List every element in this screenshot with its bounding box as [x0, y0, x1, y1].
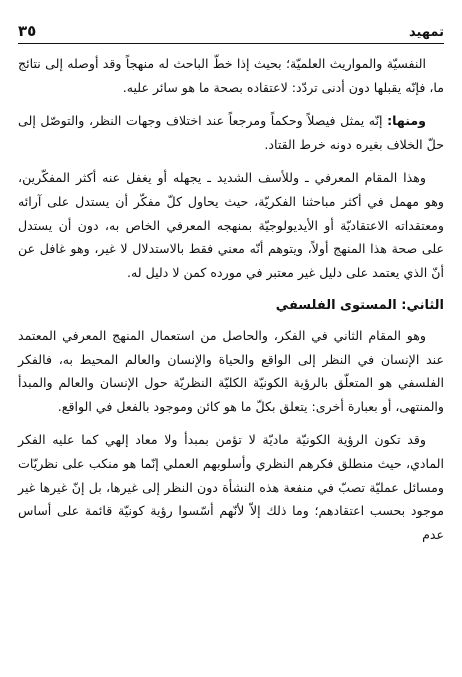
paragraph-text: وهذا المقام المعرفي ـ وللأسف الشديد ـ يجهله أو يغفل عنه أكثر المفكّرين، وهو مهمل في أكثر مباحثنا الفكريّة، حيث يحاول كلّ مفكّر أن يستدل على آرائه ومعتقداته الاعتقاديّة أو الأيديولوجيّة بمنهجه المعرفي الخاص به، دون أن يستدل على صحة هذا المنهج أولاً، ويتوهم أنّه معني فقط بالاستدلال لا غير، وهو غافل عن أنّ الذي يعتمد على دليل غير معتبر في مورده كمن لا دليل له. — [18, 170, 444, 280]
paragraph — [18, 166, 444, 284]
page-number: ٣٥ — [18, 22, 37, 40]
section-heading: الثاني: المستوى الفلسفي — [275, 298, 444, 314]
paragraph-lead: ومنها: — [387, 113, 426, 129]
paragraph-text: النفسيّة والمواريث العلميّة؛ بحيث إذا خطّ الباحث له منهجاً وقد أوصله إلى نتائج ما، فإنّه يقبلها دون أدنى تردّد: لاعتقاده بصحة ما هو سائر عليه. — [18, 56, 444, 95]
page-header — [18, 14, 444, 44]
paragraph: وقد تكون الرؤية الكونيّة ماديّة لا تؤمن بمبدأ ولا معاد إلهي كما عليه الفكر المادي، حيث منطلق فكرهم النظري وأسلوبهم العملي إنّما هو منكب على نظريّات ومسائل عمليّة تصبّ في منفعة هذه النشأة دون النظر إلى غيرها، بل إنّ غيرها غير موجود بحسب اعتقادهم؛ وما ذلك إلاّ لأنّهم أسّسوا رؤية كونيّة قائمة على أساس عدم — [18, 432, 444, 542]
paragraph — [18, 52, 444, 99]
page-body — [18, 52, 444, 546]
paragraph-text: إنّه يمثل فيصلاً وحكماً ومرجعاً عند اختلاف وجهات النظر، والتوصّل إلى حلّ الخلاف بغيره دونه خرط القتاد. — [18, 113, 444, 152]
paragraph — [18, 109, 444, 156]
paragraph: وهو المقام الثاني في الفكر، والحاصل من استعمال المنهج المعرفي المعتمد عند الإنسان في النظر إلى الواقع والحياة والإنسان والعالم المحيط به، فالفكر الفلسفي هو المتعلّق بالرؤية الكونيّة الكليّة النظريّة حول الإنسان والعالم والمبدأ والمنتهى، أو بعبارة أخرى: يتعلق بكلّ ما هو كائن وموجود بالفعل في الواقع. — [18, 327, 444, 414]
running-head: تمهيد — [409, 25, 444, 40]
